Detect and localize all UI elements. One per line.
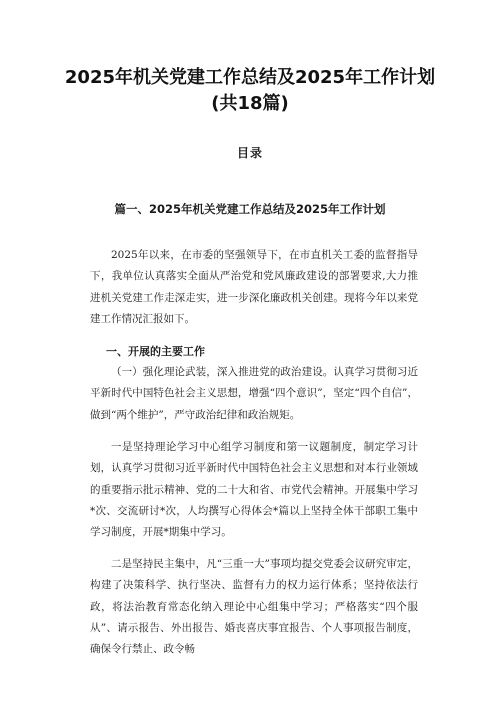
body-paragraph: （一）强化理论武装，深入推进党的政治建设。认真学习贯彻习近平新时代中国特色社会主义思想，增强“四个意识”，坚定“四个自信”，做到“两个维护”，严守政治纪律和政治规矩。 [90,366,418,421]
section-heading: 一、开展的主要工作 [106,345,205,358]
document-title-line1: 2025年机关党建工作总结及2025年工作计划 [64,67,436,88]
document-title-line2: (共18篇) [211,93,289,114]
body-paragraph: 一是坚持理论学习中心组学习制度和第一议题制度，制定学习计划，认真学习贯彻习近平新时代中国特色社会主义思想和对本行业领域的重要指示批示精神、党的二十大和省、市党代会精神。开展集中学习*次、交流研讨*次，人均撰写心得体会*篇以上坚持全体干部职工集中学习制度，开展*期集中学习。 [90,441,418,539]
body-paragraph: 二是坚持民主集中，凡“三重一大”事项均提交党委会议研究审定，构建了决策科学、执行坚决、监督有力的权力运行体系；坚持依法行政，将法治教育常态化纳入理论中心组集中学习；严格落实“四个服从”、请示报告、外出报告、婚丧喜庆事宜报告、个人事项报告制度，确保令行禁止、政令畅 [90,558,418,656]
chapter-title: 篇一、2025年机关党建工作总结及2025年工作计划 [114,202,386,216]
toc-label: 目录 [236,146,263,160]
body-paragraph-intro: 2025年以来，在市委的坚强领导下，在市直机关工委的监督指导下，我单位认真落实全面从严治党和党风廉政建设的部署要求,大力推进机关党建工作走深走实，进一步深化廉政机关创建。现将今年以来党建工作情况汇报如下。 [90,249,418,325]
